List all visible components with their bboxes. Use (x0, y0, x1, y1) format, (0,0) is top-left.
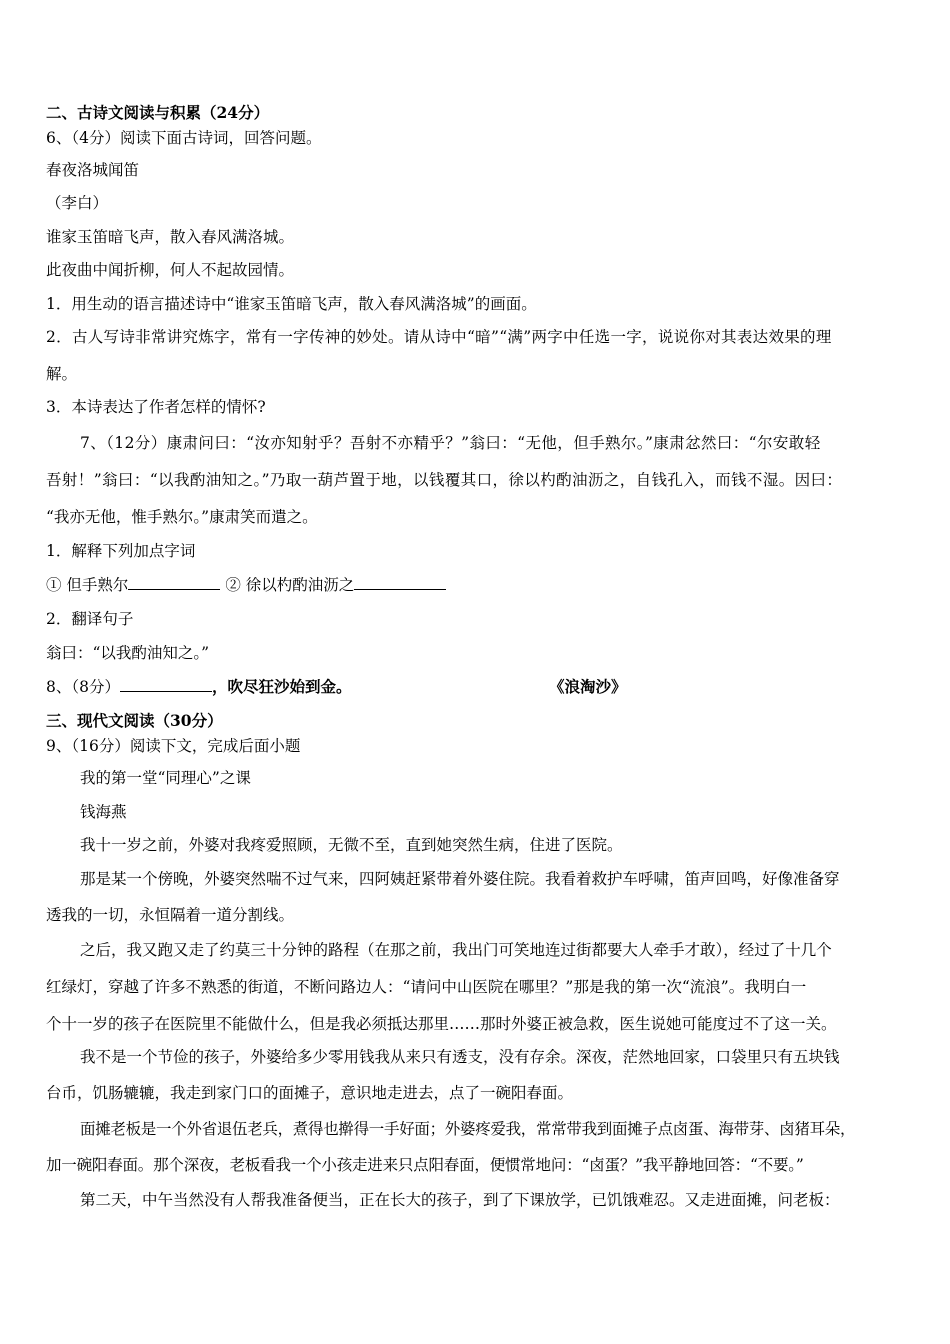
question-7-sub-1: 1．解释下列加点字词 (46, 542, 196, 560)
question-6-sub-2: 2．古人写诗非常讲究炼字，常有一字传神的妙处。请从诗中“暗”“满”两字中任选一字，说说你对其表达效果的理 (46, 328, 832, 346)
article-author: 钱海燕 (80, 803, 127, 821)
section-3-heading: 三、现代文阅读（30分） (46, 711, 223, 730)
paragraph-3-line-2: 红绿灯，穿越了许多不熟悉的街道，不断问路边人：“请问中山医院在哪里？”那是我的第一次“流浪”。我明白一 (46, 978, 807, 996)
question-8 (46, 677, 352, 697)
poem-line-2: 此夜曲中闻折柳，何人不起故园情。 (46, 261, 295, 279)
answer-blank-3[interactable] (120, 677, 212, 692)
paragraph-3-line-1: 之后，我又跑又走了约莫三十分钟的路程（在那之前，我出门可笑地连过街都要大人牵手才敢），经过了十几个 (80, 941, 832, 959)
answer-blank-2[interactable] (354, 575, 446, 590)
paragraph-3-line-3: 个十一岁的孩子在医院里不能做什么，但是我必须抵达那里……那时外婆正被急救，医生说她可能度过不了这一关。 (46, 1015, 837, 1033)
answer-blank-1[interactable] (128, 575, 220, 590)
paragraph-4-line-2: 台币，饥肠辘辘，我走到家门口的面摊子，意识地走进去，点了一碗阳春面。 (46, 1084, 574, 1102)
question-6-sub-2-cont: 解。 (46, 365, 78, 383)
question-7-items (46, 575, 446, 595)
question-9-stem: 9、（16分）阅读下文，完成后面小题 (46, 737, 301, 755)
paragraph-6-line-1: 第二天，中午当然没有人帮我准备便当，正在长大的孩子，到了下课放学，已饥饿难忍。又走进面摊，问老板： (80, 1191, 840, 1209)
question-7-sentence: 翁曰：“以我酌油知之。” (46, 644, 210, 662)
question-7-passage-line-3: “我亦无他，惟手熟尔。”康肃笑而遣之。 (46, 508, 318, 526)
item-1-text: ① 但手熟尔 (46, 576, 129, 594)
paragraph-5-line-2: 加一碗阳春面。那个深夜，老板看我一个小孩走进来只点阳春面，便惯常地问：“卤蛋？”我平静地回答：“不要。” (46, 1156, 804, 1174)
paragraph-4-line-1: 我不是一个节俭的孩子，外婆给多少零用钱我从来只有透支，没有存余。深夜，茫然地回家，口袋里只有五块钱 (80, 1048, 840, 1066)
question-7-passage-line-1: 7、（12分）康肃问曰：“汝亦知射乎？吾射不亦精乎？”翁曰：“无他，但手熟尔。”康肃忿然曰：“尔安敢轻 (80, 434, 821, 452)
item-2-text: ② 徐以杓酌油沥之 (225, 576, 355, 594)
poem-title: 春夜洛城闻笛 (46, 161, 140, 179)
poem-line-1: 谁家玉笛暗飞声，散入春风满洛城。 (46, 228, 295, 246)
question-8-source: 《浪淘沙》 (549, 677, 627, 696)
question-6-sub-1: 1．用生动的语言描述诗中“谁家玉笛暗飞声，散入春风满洛城”的画面。 (46, 295, 537, 313)
question-7-sub-2: 2．翻译句子 (46, 610, 134, 628)
question-6-sub-3: 3．本诗表达了作者怎样的情怀? (46, 398, 266, 416)
paragraph-2-line-1: 那是某一个傍晚，外婆突然喘不过气来，四阿姨赶紧带着外婆住院。我看着救护车呼啸，笛声回鸣，好像准备穿 (80, 870, 840, 888)
poem-author: （李白） (46, 194, 109, 212)
paragraph-5-line-1: 面摊老板是一个外省退伍老兵，煮得也擀得一手好面；外婆疼爱我，常常带我到面摊子点卤蛋、海带芽、卤猪耳朵， (80, 1120, 856, 1138)
section-2-heading: 二、古诗文阅读与积累（24分） (46, 103, 270, 122)
paragraph-1: 我十一岁之前，外婆对我疼爱照顾，无微不至，直到她突然生病，住进了医院。 (80, 836, 623, 854)
article-title: 我的第一堂“同理心”之课 (80, 769, 251, 787)
question-6-stem: 6、（4分）阅读下面古诗词，回答问题。 (46, 129, 322, 147)
paragraph-2-line-2: 透我的一切，永恒隔着一道分割线。 (46, 906, 295, 924)
question-8-line: ，吹尽狂沙始到金。 (211, 677, 352, 696)
question-7-passage-line-2: 吾射！”翁曰：“以我酌油知之。”乃取一葫芦置于地，以钱覆其口，徐以杓酌油沥之，自钱孔入，而钱不湿。因曰： (46, 471, 843, 489)
question-8-stem: 8、（8分） (46, 678, 120, 696)
